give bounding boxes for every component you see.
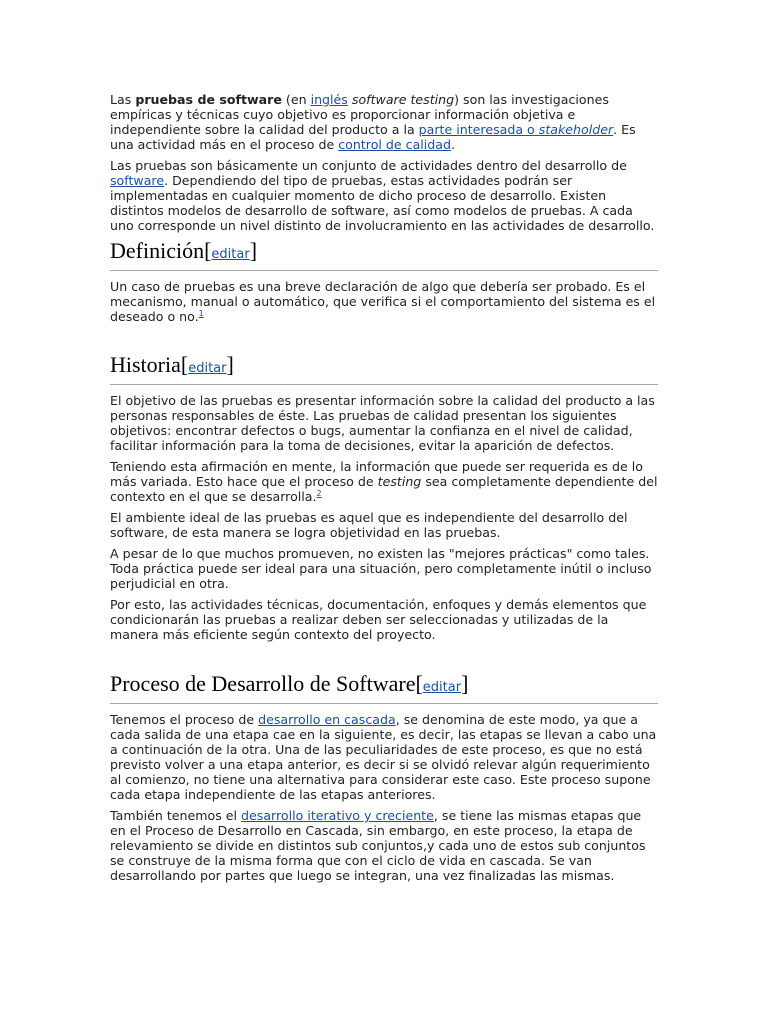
historia-paragraph-2: Teniendo esta afirmación en mente, la información que puede ser requerida es de lo más variada. Esto hace que el proceso de testing sea completamente dependiente del contexto en el que se desarrolla.$^2$ [110,459,658,504]
edit-link[interactable]: editar [422,680,462,695]
reference-1 [199,309,204,318]
definicion-paragraph: Un caso de pruebas es una breve declaración de algo que debería ser probado. Es el mecanismo, manual o automático, que verifica si el comportamiento del sistema es el deseado o no.$^1$ [110,279,656,324]
link-parte-interesada[interactable]: parte interesada o stakeholder [418,122,614,137]
section-heading: Definición[editar] [110,238,658,271]
italic-term: software testing [351,92,455,107]
bold-term: pruebas de software [135,92,282,107]
reference-link[interactable]: 1 [198,308,204,318]
reference-2 [317,489,322,498]
link-control-calidad[interactable]: control de calidad [338,137,451,152]
link-software[interactable]: software [110,173,165,188]
section-heading: Proceso de Desarrollo de Software[editar] [110,671,658,704]
intro-paragraph-1: Las pruebas de software (en inglés software testing) son las investigaciones empíricas y técnicas cuyo objetivo es proporcionar información objetiva e independiente sobre la calidad del producto a la parte interesada o stakeholder. Es una actividad más en el proceso de control de calidad. [110,92,636,152]
reference-link[interactable]: 2 [316,488,322,498]
section-proceso [110,671,658,883]
edit-link[interactable]: editar [188,361,227,376]
link-desarrollo-iterativo[interactable]: desarrollo iterativo y creciente [241,808,434,823]
section-definicion [110,238,658,352]
edit-link[interactable]: editar [211,247,250,262]
historia-paragraph-3: El ambiente ideal de las pruebas es aquel que es independiente del desarrollo del software, de esta manera se logra objetividad en las pruebas. [110,510,628,540]
historia-paragraph-5: Por esto, las actividades técnicas, documentación, enfoques y demás elementos que condicionarán las pruebas a realizar deben ser seleccionadas y utilizadas de la manera más eficiente según contexto del proyecto. [110,597,647,642]
section-historia [110,352,658,671]
edit-section-link: [editar] [415,671,469,696]
edit-section-link: [editar] [204,238,258,263]
link-desarrollo-cascada[interactable]: desarrollo en cascada [258,712,396,727]
intro-section [110,92,658,238]
section-heading: Historia[editar] [110,352,658,385]
historia-paragraph-4: A pesar de lo que muchos promueven, no existen las "mejores prácticas" como tales. Toda práctica puede ser ideal para una situación, pero completamente inútil o incluso perjudicial en otra. [110,546,652,591]
historia-paragraph-1: El objetivo de las pruebas es presentar información sobre la calidad del producto a las personas responsables de éste. Las pruebas de calidad presentan los siguientes objetivos: encontrar defectos o bugs, aumentar la confianza en el nivel de calidad, facilitar información para la toma de decisiones, evitar la aparición de defectos. [110,393,655,453]
proceso-paragraph-2: También tenemos el desarrollo iterativo y creciente, se tiene las mismas etapas que en el Proceso de Desarrollo en Cascada, sin embargo, en este proceso, la etapa de relevamiento se divide en distintos sub conjuntos,y cada uno de estos sub conjuntos se construye de la misma forma que con el ciclo de vida en cascada. Se van desarrollando por partes que luego se integran, una vez finalizadas las mismas. [110,808,646,883]
link-ingles[interactable]: inglés [310,92,348,107]
intro-paragraph-2: Las pruebas son básicamente un conjunto de actividades dentro del desarrollo de software. Dependiendo del tipo de pruebas, estas actividades podrán ser implementadas en cualquier momento de dicho proceso de desarrollo. Existen distintos modelos de desarrollo de software, así como modelos de pruebas. A cada uno corresponde un nivel distinto de involucramiento en las actividades de desarrollo. [110,158,655,233]
proceso-paragraph-1: Tenemos el proceso de desarrollo en cascada, se denomina de este modo, ya que a cada salida de una etapa cae en la siguiente, es decir, las etapas se llevan a cabo una a continuación de la otra. Una de las peculiaridades de este proceso, es que no está previsto volver a una etapa anterior, es decir si se olvidó relevar algún requerimiento al comienzo, no tiene una alternativa para considerar este caso. Este proceso supone cada etapa independiente de las etapas anteriores. [110,712,657,802]
article-content [110,92,658,889]
edit-section-link: [editar] [180,352,234,377]
